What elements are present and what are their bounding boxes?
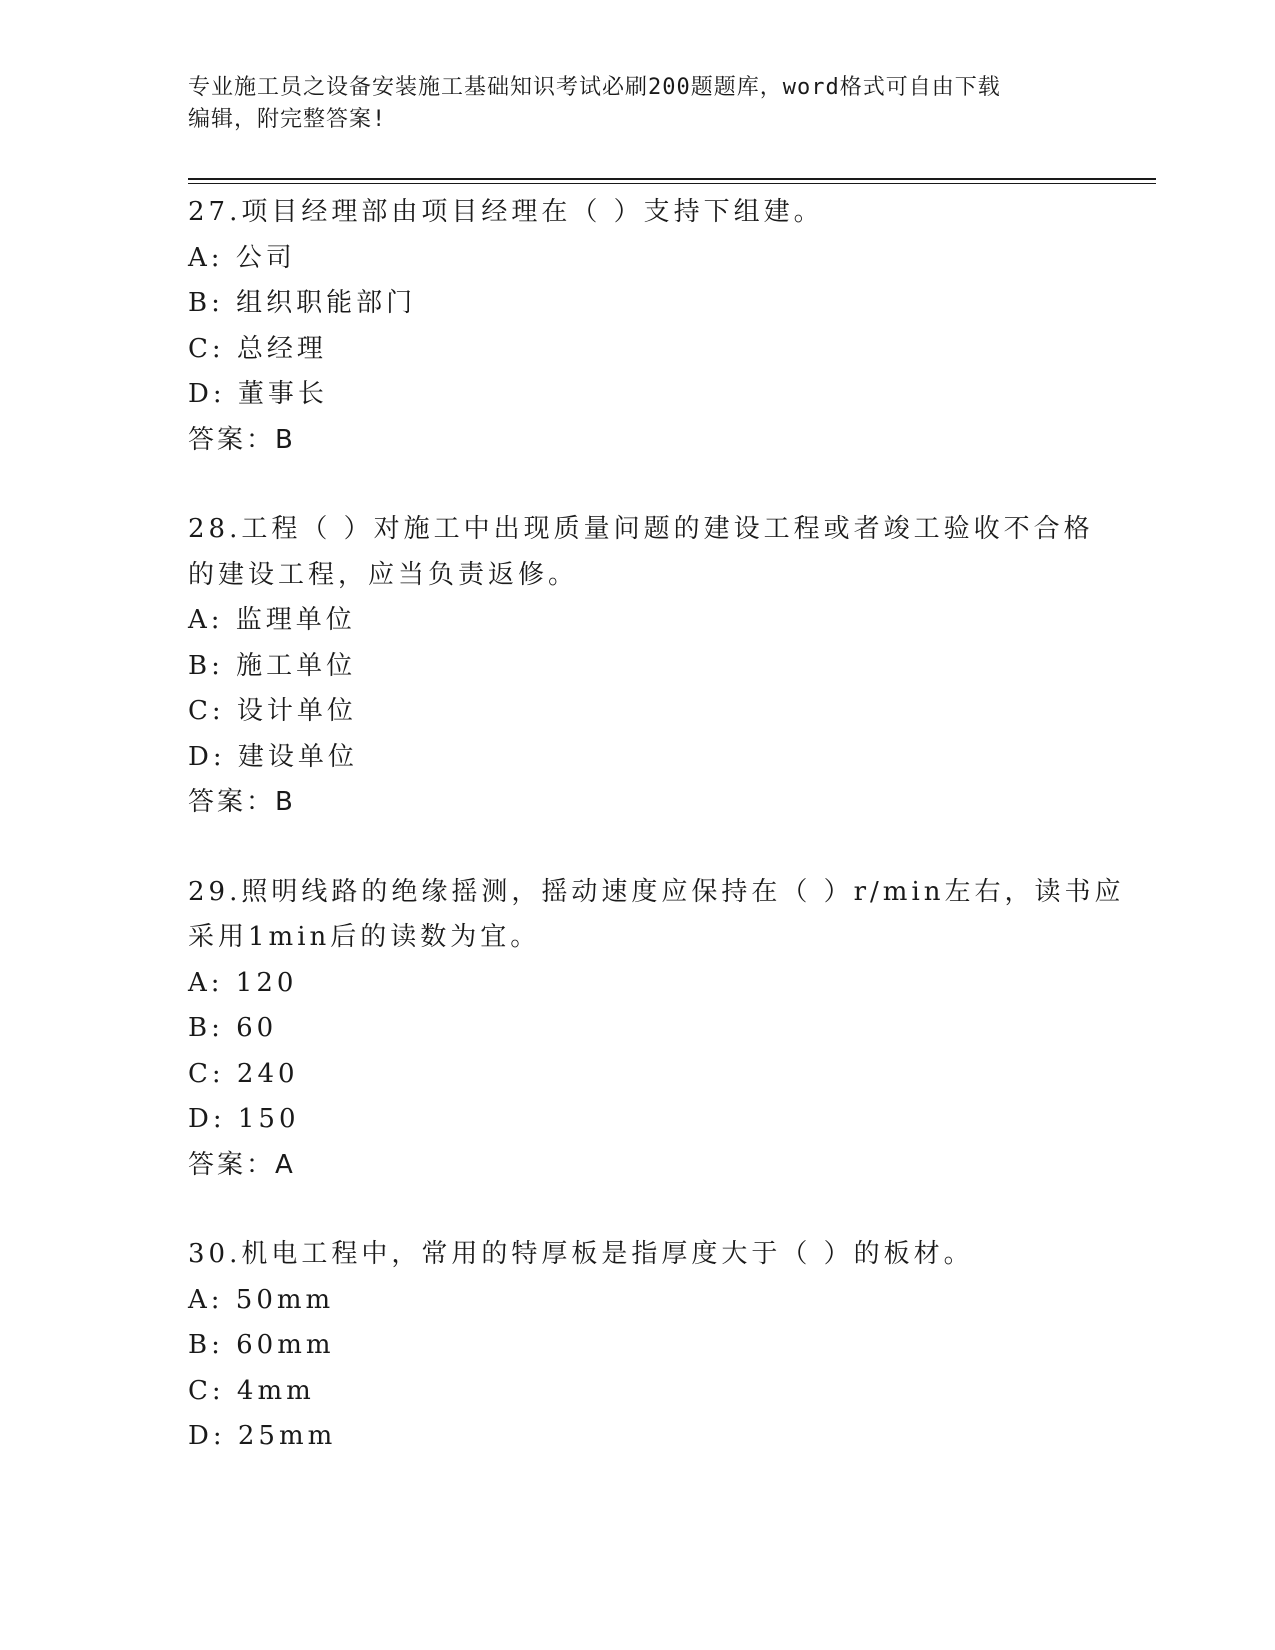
question-28 bbox=[188, 507, 1108, 826]
header-rule-bottom bbox=[188, 183, 1156, 184]
question-stem-line-1: 29.照明线路的绝缘摇测，摇动速度应保持在（ ）r/min左右，读书应 bbox=[188, 876, 1125, 907]
question-stem: 30.机电工程中，常用的特厚板是指厚度大于（ ）的板材。 bbox=[188, 1239, 974, 1269]
question-gap bbox=[188, 826, 1108, 870]
header-line-1: 专业施工员之设备安装施工基础知识考试必刷200题题库，word格式可自由下载 bbox=[188, 75, 1001, 100]
option-a: A: 监理单位 bbox=[188, 605, 356, 635]
answer-line: 答案：A bbox=[188, 1149, 296, 1180]
question-30 bbox=[188, 1232, 1108, 1460]
document-header bbox=[188, 72, 1068, 136]
answer-line: 答案：B bbox=[188, 424, 296, 455]
option-d: D: 董事长 bbox=[188, 379, 328, 409]
option-a: A: 120 bbox=[188, 967, 298, 998]
header-rule-top bbox=[188, 178, 1156, 180]
option-b: B: 60mm bbox=[188, 1330, 335, 1360]
option-b: B: 组织职能部门 bbox=[188, 288, 417, 318]
option-c: C: 设计单位 bbox=[188, 696, 357, 726]
question-stem-line-1: 28.工程（ ）对施工中出现质量问题的建设工程或者竣工验收不合格 bbox=[188, 514, 1094, 544]
option-b: B: 60 bbox=[188, 1013, 278, 1043]
option-c: C: 总经理 bbox=[188, 333, 327, 364]
question-gap bbox=[188, 463, 1108, 507]
option-b: B: 施工单位 bbox=[188, 650, 357, 681]
option-c: C: 240 bbox=[188, 1058, 299, 1089]
question-29 bbox=[188, 870, 1125, 1189]
question-stem-line-2: 采用1min后的读数为宜。 bbox=[188, 922, 541, 952]
option-d: D: 25mm bbox=[188, 1421, 337, 1451]
question-list bbox=[188, 190, 1125, 1460]
option-d: D: 150 bbox=[188, 1104, 300, 1134]
option-a: A: 50mm bbox=[188, 1284, 335, 1315]
question-27 bbox=[188, 190, 1108, 463]
question-stem: 27.项目经理部由项目经理在（ ）支持下组建。 bbox=[188, 197, 824, 227]
question-gap bbox=[188, 1188, 1108, 1232]
option-c: C: 4mm bbox=[188, 1375, 315, 1406]
option-a: A: 公司 bbox=[188, 242, 296, 273]
question-stem-line-2: 的建设工程，应当负责返修。 bbox=[188, 559, 579, 590]
answer-line: 答案：B bbox=[188, 787, 296, 817]
header-line-2: 编辑，附完整答案! bbox=[188, 107, 387, 132]
option-d: D: 建设单位 bbox=[188, 741, 358, 772]
